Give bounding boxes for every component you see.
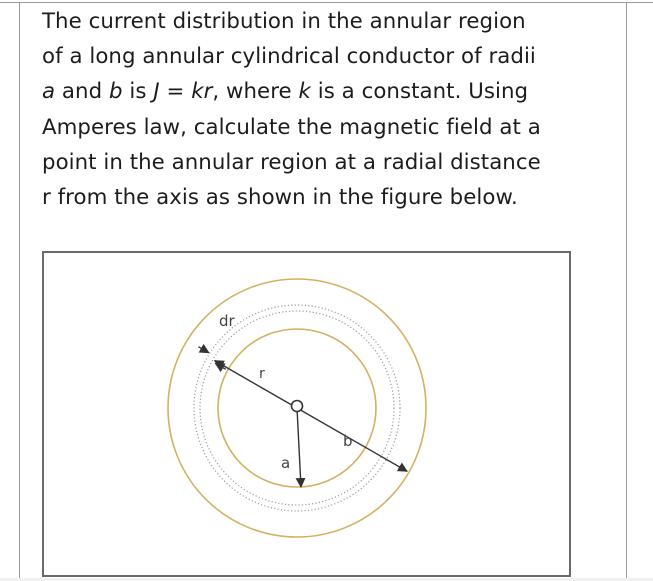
math-variable: k	[298, 79, 311, 105]
math-variable: a	[42, 79, 56, 105]
text-segment: of a long annular cylindrical conductor of radii	[42, 44, 536, 70]
text-segment: r from the axis as shown in the figure below.	[42, 185, 518, 211]
radius-r-arrow	[215, 361, 297, 408]
question-line	[42, 39, 602, 74]
figure-frame	[42, 251, 571, 577]
dr-arrow-outer	[198, 347, 208, 353]
label-b: b	[343, 432, 353, 450]
radius-a-arrow	[297, 408, 301, 487]
text-segment: is a constant. Using	[310, 79, 529, 105]
question-line	[42, 110, 602, 145]
question-text	[42, 4, 602, 215]
math-variable: kr	[191, 79, 213, 105]
text-segment: The current distribution in the annular region	[42, 9, 526, 34]
label-r: r	[259, 366, 265, 382]
annular-conductor-diagram	[44, 253, 569, 575]
text-segment: and	[55, 79, 109, 105]
text-segment: Amperes law, calculate the magnetic field at a	[42, 114, 541, 140]
label-a: a	[281, 454, 291, 472]
text-segment: , where	[212, 79, 299, 105]
math-variable: b	[108, 79, 123, 105]
question-line	[42, 145, 602, 180]
question-line	[42, 4, 602, 39]
text-segment: point in the annular region at a radial distance	[42, 149, 541, 175]
text-segment: =	[159, 79, 192, 105]
math-variable: J	[153, 79, 160, 105]
center-point-o	[292, 401, 303, 412]
label-dr: dr	[219, 312, 235, 330]
text-segment: is	[122, 79, 154, 105]
question-line	[42, 74, 602, 109]
question-line	[42, 180, 602, 215]
